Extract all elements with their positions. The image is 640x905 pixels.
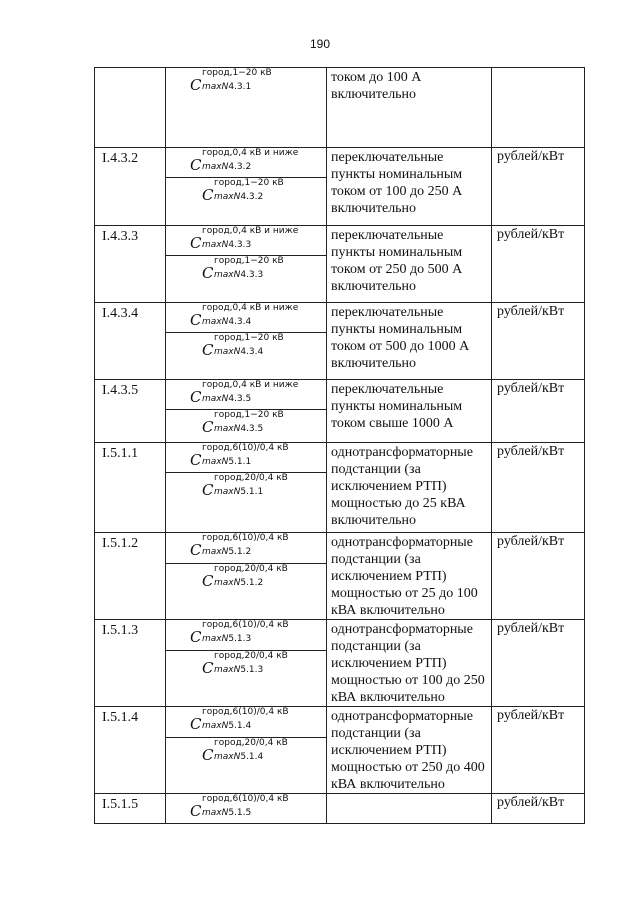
rate-formula-cell [166, 178, 327, 226]
formula-superscript: город,0,4 кВ и ниже [202, 303, 299, 313]
row-unit: рублей/кВт [492, 707, 585, 794]
formula-subscript [214, 192, 263, 202]
table-row [95, 620, 585, 651]
rate-formula-cell [166, 148, 327, 178]
formula-subscript-var: maxN [214, 487, 241, 497]
formula-subscript-var: maxN [202, 82, 229, 92]
formula-subscript [214, 487, 263, 497]
row-code: I.4.3.5 [95, 380, 166, 443]
rate-formula [190, 794, 289, 820]
row-unit: рублей/кВт [492, 303, 585, 380]
formula-superscript: город,0,4 кВ и ниже [202, 380, 299, 390]
rate-formula-cell [166, 68, 327, 148]
formula-subscript [214, 578, 263, 588]
formula-subscript-var: maxN [202, 394, 229, 404]
row-code: I.5.1.2 [95, 533, 166, 620]
formula-symbol: C [202, 341, 214, 359]
rate-formula-cell [166, 473, 327, 533]
row-unit: рублей/кВт [492, 443, 585, 533]
formula-symbol: C [202, 572, 214, 591]
formula-subscript-index: 5.1.1 [228, 457, 252, 467]
formula-subscript-index: 5.1.3 [240, 665, 264, 676]
row-code [95, 68, 166, 148]
table-row [95, 303, 585, 333]
rate-formula [202, 410, 284, 436]
formula-symbol: C [202, 418, 214, 436]
formula-subscript [214, 347, 263, 357]
row-unit: рублей/кВт [492, 226, 585, 303]
formula-subscript [202, 634, 251, 644]
row-description: током до 100 А включительно [327, 68, 492, 148]
row-description: переключательные пункты номинальным током от 100 до 250 А включительно [327, 148, 492, 226]
formula-subscript-index: 4.3.3 [228, 240, 252, 250]
rate-formula-cell [166, 303, 327, 333]
formula-subscript-index: 4.3.5 [240, 424, 264, 434]
page-number: 190 [309, 37, 331, 51]
formula-symbol: C [190, 311, 202, 329]
formula-subscript-var: maxN [214, 347, 241, 357]
formula-superscript: город,6(10)/0,4 кВ [202, 443, 289, 453]
rate-formula [190, 380, 299, 406]
formula-subscript-var: maxN [202, 634, 229, 644]
table-row [95, 443, 585, 473]
formula-symbol: C [202, 659, 214, 678]
formula-superscript: город,20/0,4 кВ [214, 738, 288, 749]
table-row [95, 533, 585, 564]
formula-subscript [214, 752, 263, 762]
rate-formula [202, 738, 288, 765]
row-description: переключательные пункты номинальным током свыше 1000 А [327, 380, 492, 443]
formula-subscript [214, 424, 263, 434]
row-code: I.5.1.5 [95, 794, 166, 824]
row-code: I.4.3.2 [95, 148, 166, 226]
formula-subscript [214, 665, 263, 675]
row-unit: рублей/кВт [492, 533, 585, 620]
formula-subscript-index: 5.1.5 [228, 808, 252, 818]
table-row [95, 794, 585, 824]
rate-formula-cell [166, 707, 327, 738]
rate-formula [190, 533, 289, 559]
rate-formula-cell [166, 380, 327, 410]
table-row [95, 380, 585, 410]
formula-symbol: C [190, 76, 202, 94]
formula-subscript-index: 5.1.3 [228, 634, 252, 644]
rate-formula [190, 148, 299, 174]
rate-formula [202, 564, 288, 591]
formula-subscript-index: 4.3.1 [228, 82, 252, 92]
formula-subscript [202, 457, 251, 467]
formula-subscript-index: 4.3.2 [240, 192, 264, 202]
formula-superscript: город,20/0,4 кВ [214, 651, 288, 662]
row-code: I.4.3.3 [95, 226, 166, 303]
formula-subscript [202, 317, 251, 327]
row-description: переключательные пункты номинальным током от 250 до 500 А включительно [327, 226, 492, 303]
rate-formula [190, 226, 299, 252]
formula-subscript-var: maxN [202, 457, 229, 467]
row-description [327, 794, 492, 824]
row-unit: рублей/кВт [492, 620, 585, 707]
formula-superscript: город,1−20 кВ [214, 333, 284, 343]
formula-subscript-index: 5.1.1 [240, 487, 264, 497]
formula-symbol: C [190, 156, 202, 174]
row-description: однотрансформаторные подстанции (за исключением РТП) мощностью от 25 до 100 кВА включительно [327, 533, 492, 620]
formula-symbol: C [190, 541, 202, 559]
formula-subscript [202, 808, 251, 818]
formula-superscript: город,1−20 кВ [202, 68, 272, 78]
formula-subscript-index: 5.1.4 [228, 721, 252, 731]
rate-formula-cell [166, 533, 327, 564]
rate-formula-cell [166, 256, 327, 303]
formula-subscript-index: 5.1.2 [240, 578, 264, 589]
formula-superscript: город,0,4 кВ и ниже [202, 148, 299, 158]
formula-subscript-var: maxN [202, 547, 229, 557]
rate-formula [202, 651, 288, 678]
formula-symbol: C [202, 264, 214, 282]
formula-subscript [202, 240, 251, 250]
rate-formula [202, 473, 288, 499]
formula-subscript-var: maxN [214, 665, 241, 676]
tariff-table [94, 67, 585, 824]
formula-subscript-index: 4.3.5 [228, 394, 252, 404]
formula-subscript-var: maxN [202, 317, 229, 327]
formula-superscript: город,6(10)/0,4 кВ [202, 707, 289, 717]
formula-subscript-index: 5.1.4 [240, 752, 264, 763]
formula-superscript: город,1−20 кВ [214, 256, 284, 266]
formula-superscript: город,1−20 кВ [214, 178, 284, 188]
row-description: однотрансформаторные подстанции (за исключением РТП) мощностью до 25 кВА включительно [327, 443, 492, 533]
formula-superscript: город,6(10)/0,4 кВ [202, 794, 289, 804]
formula-superscript: город,6(10)/0,4 кВ [202, 620, 289, 630]
rate-formula [190, 620, 289, 646]
formula-subscript-var: maxN [214, 424, 241, 434]
formula-symbol: C [190, 715, 202, 733]
formula-subscript [202, 394, 251, 404]
rate-formula-cell [166, 443, 327, 473]
row-unit [492, 68, 585, 148]
formula-symbol: C [190, 388, 202, 406]
rate-formula [202, 333, 284, 359]
formula-subscript [202, 721, 251, 731]
formula-subscript-var: maxN [202, 721, 229, 731]
formula-symbol: C [190, 234, 202, 252]
row-unit: рублей/кВт [492, 380, 585, 443]
formula-subscript-index: 4.3.3 [240, 270, 264, 280]
rate-formula [190, 443, 289, 469]
rate-formula-cell [166, 333, 327, 380]
row-unit: рублей/кВт [492, 148, 585, 226]
row-unit: рублей/кВт [492, 794, 585, 824]
formula-superscript: город,20/0,4 кВ [214, 473, 288, 483]
formula-subscript-var: maxN [214, 192, 241, 202]
table-row [95, 226, 585, 256]
formula-symbol: C [202, 186, 214, 204]
formula-subscript-var: maxN [202, 808, 229, 818]
rate-formula [190, 303, 299, 329]
formula-subscript-var: maxN [214, 578, 241, 589]
formula-superscript: город,20/0,4 кВ [214, 564, 288, 575]
row-description: переключательные пункты номинальным током от 500 до 1000 А включительно [327, 303, 492, 380]
formula-subscript [202, 82, 251, 92]
rate-formula [190, 68, 272, 94]
formula-subscript-var: maxN [202, 162, 229, 172]
formula-superscript: город,1−20 кВ [214, 410, 284, 420]
formula-subscript-var: maxN [214, 270, 241, 280]
formula-subscript-var: maxN [202, 240, 229, 250]
formula-subscript-index: 4.3.2 [228, 162, 252, 172]
rate-formula [190, 707, 289, 733]
formula-symbol: C [190, 628, 202, 646]
formula-subscript [202, 162, 251, 172]
rate-formula-cell [166, 651, 327, 707]
table-row [95, 68, 585, 148]
rate-formula-cell [166, 620, 327, 651]
rate-formula-cell [166, 794, 327, 824]
rate-formula-cell [166, 738, 327, 794]
formula-superscript: город,6(10)/0,4 кВ [202, 533, 289, 543]
row-code: I.5.1.1 [95, 443, 166, 533]
row-description: однотрансформаторные подстанции (за исключением РТП) мощностью от 100 до 250 кВА включительно [327, 620, 492, 707]
formula-subscript [214, 270, 263, 280]
formula-symbol: C [202, 481, 214, 499]
rate-formula-cell [166, 564, 327, 620]
formula-subscript-index: 5.1.2 [228, 547, 252, 557]
rate-formula [202, 256, 284, 282]
rate-formula [202, 178, 284, 204]
formula-subscript-index: 4.3.4 [240, 347, 264, 357]
formula-symbol: C [190, 802, 202, 820]
formula-subscript-var: maxN [214, 752, 241, 763]
table-row [95, 707, 585, 738]
formula-symbol: C [190, 451, 202, 469]
table-row [95, 148, 585, 178]
row-code: I.5.1.4 [95, 707, 166, 794]
row-description: однотрансформаторные подстанции (за исключением РТП) мощностью от 250 до 400 кВА включительно [327, 707, 492, 794]
formula-superscript: город,0,4 кВ и ниже [202, 226, 299, 236]
row-code: I.4.3.4 [95, 303, 166, 380]
formula-subscript-index: 4.3.4 [228, 317, 252, 327]
formula-symbol: C [202, 746, 214, 765]
rate-formula-cell [166, 410, 327, 443]
row-code: I.5.1.3 [95, 620, 166, 707]
formula-subscript [202, 547, 251, 557]
rate-formula-cell [166, 226, 327, 256]
